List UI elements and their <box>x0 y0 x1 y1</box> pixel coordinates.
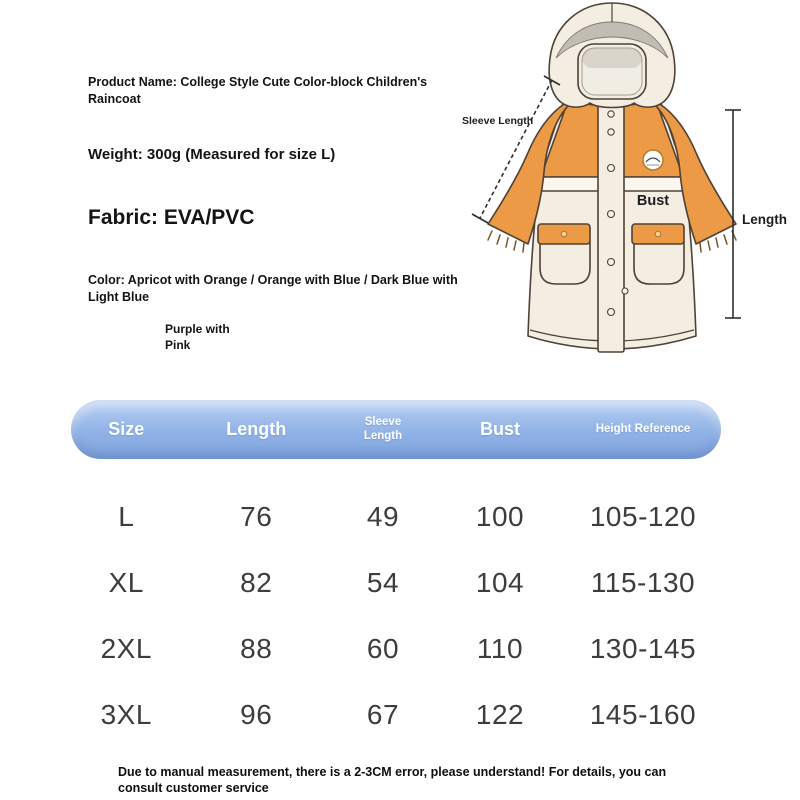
raincoat-measurement-diagram <box>430 0 790 365</box>
cell-bust: 100 <box>475 501 525 532</box>
right-pocket <box>634 242 684 284</box>
product-name: Product Name: College Style Cute Color-block Children's Raincoat <box>88 75 428 106</box>
size-table-header <box>71 400 721 459</box>
cell-length: 76 <box>240 501 273 532</box>
chest-badge <box>643 150 663 170</box>
column-header-sleeve-length: Sleeve Length <box>363 416 403 442</box>
cell-height: 130-145 <box>589 633 697 664</box>
cell-height: 105-120 <box>589 501 697 532</box>
button <box>608 309 615 316</box>
left-pocket <box>540 242 590 284</box>
cell-bust: 110 <box>476 633 524 664</box>
product-fabric: Fabric: EVA/PVC <box>88 206 255 229</box>
right-flap-button <box>655 231 661 237</box>
button <box>608 259 615 266</box>
table-row <box>71 484 721 550</box>
column-header-bust: Bust <box>480 419 520 439</box>
column-header-height-reference: Height Reference <box>595 422 691 435</box>
cell-length: 82 <box>240 567 273 598</box>
bust-label: Bust <box>636 193 670 209</box>
table-row <box>71 616 721 682</box>
product-colors-extra: Purple with Pink <box>165 322 230 353</box>
cell-sleeve: 49 <box>366 501 400 532</box>
table-row <box>71 550 721 616</box>
length-label: Length <box>742 212 787 227</box>
measurement-disclaimer: Due to manual measurement, there is a 2-3CM error, please understand! For details, you can consult customer service <box>118 765 667 795</box>
button <box>622 288 628 294</box>
cell-size: XL <box>108 567 144 598</box>
button <box>608 165 615 172</box>
cell-height: 145-160 <box>589 699 697 730</box>
column-header-size: Size <box>108 419 145 439</box>
button <box>608 111 614 117</box>
cell-sleeve: 54 <box>366 567 400 598</box>
size-table-body <box>71 484 721 748</box>
hood-window-tint <box>582 48 642 68</box>
column-header-length: Length <box>226 419 287 439</box>
hood <box>549 3 675 108</box>
cell-bust: 104 <box>475 567 525 598</box>
table-row <box>71 682 721 748</box>
cell-sleeve: 67 <box>366 699 400 730</box>
cell-length: 96 <box>240 699 273 730</box>
left-flap-button <box>561 231 567 237</box>
sleeve-length-label: Sleeve Length <box>462 115 534 127</box>
cell-height: 115-130 <box>590 567 696 598</box>
cell-size: 2XL <box>100 633 152 664</box>
cell-bust: 122 <box>475 699 525 730</box>
product-colors: Color: Apricot with Orange / Orange with Blue / Dark Blue with Light Blue <box>88 273 458 304</box>
front-placket <box>598 96 628 352</box>
cell-length: 88 <box>240 633 273 664</box>
cell-size: L <box>118 501 135 532</box>
button <box>608 211 615 218</box>
button <box>608 129 614 135</box>
product-weight: Weight: 300g (Measured for size L) <box>88 146 336 163</box>
cell-size: 3XL <box>100 699 152 730</box>
cell-sleeve: 60 <box>366 633 400 664</box>
